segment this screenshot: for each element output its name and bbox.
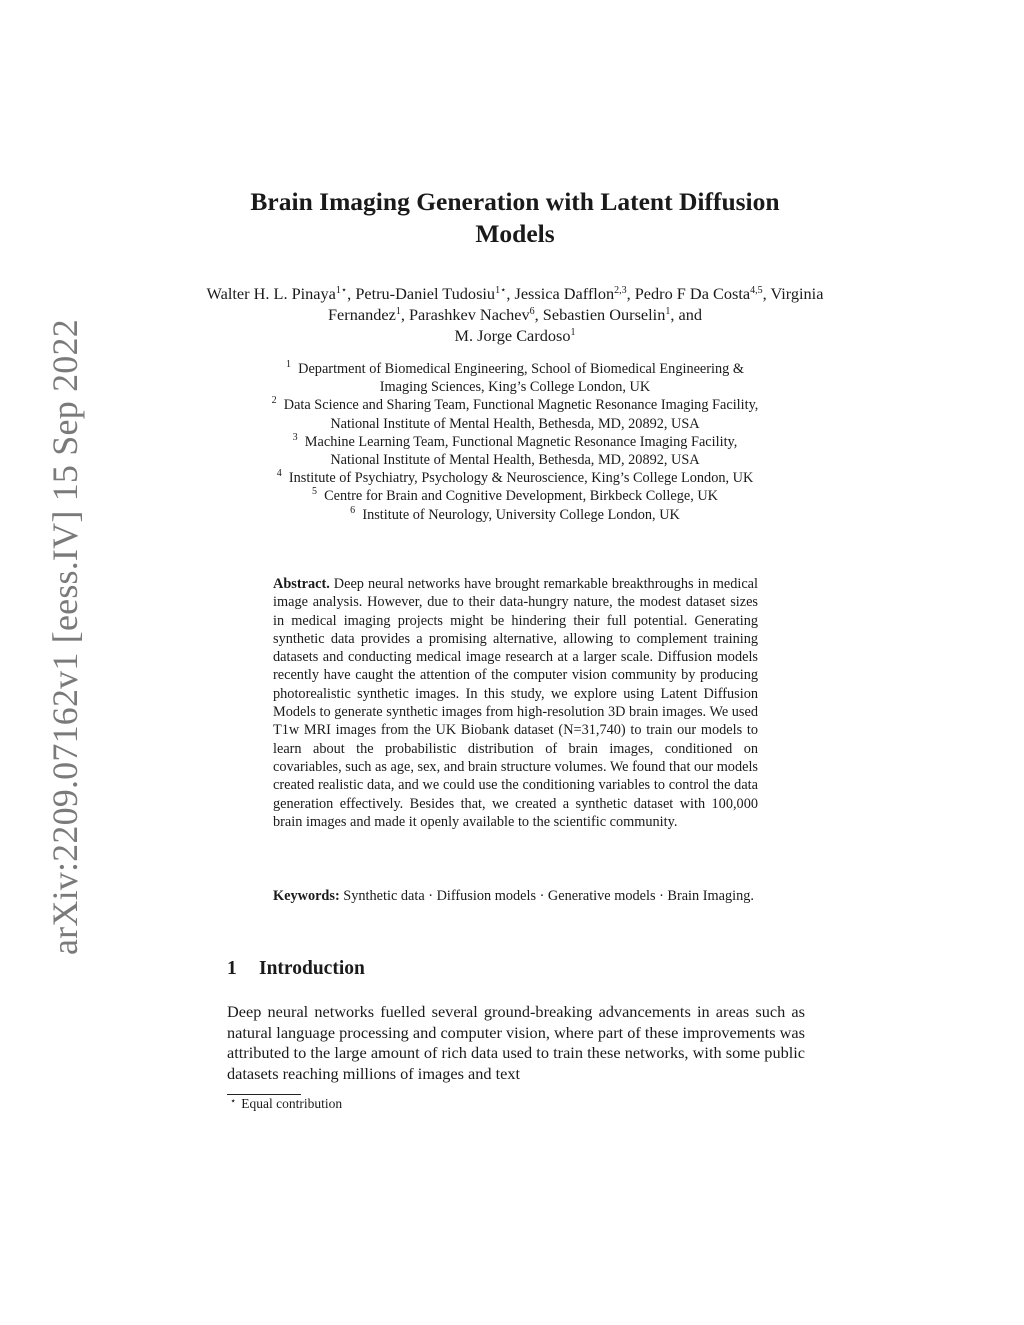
footnote — [230, 1096, 342, 1112]
footnote-text: Equal contribution — [241, 1096, 343, 1111]
author: Petru-Daniel Tudosiu — [355, 284, 496, 303]
footnote-divider — [227, 1094, 301, 1095]
abstract-text: Deep neural networks have brought remarkable breakthroughs in medical image analysis. However, due to their data-hungry nature, the modest dataset sizes in medical imaging projects might be hindering their full potential. Generating synthetic data provides a promising alternative, allowing to complement training datasets and conducting medical image research at a larger scale. Diffusion models recently have caught the attention of the computer vision community by producing photorealistic synthetic images. In this study, we explore using Latent Diffusion Models to generate synthetic images from high-resolution 3D brain images. We used T1w MRI images from the UK Biobank dataset (N=31,740) to train our models to learn about the probabilistic distribution of brain images, conditioned on covariables, such as age, sex, and brain structure volumes. We found that our models created realistic data, and we could use the conditioning variables to control the data generation effectively. Besides that, we created a synthetic dataset with 100,000 brain images and made it openly available to the scientific community. — [273, 576, 758, 830]
author-affil-mark: 1 — [570, 327, 576, 338]
author: M. Jorge Cardoso — [454, 326, 571, 345]
author-affil-mark: 4,5 — [750, 285, 763, 296]
author-affil-mark: 1⋆ — [335, 285, 348, 296]
author-affil-mark: 2,3 — [614, 285, 627, 296]
arxiv-identifier-stamp: arXiv:2209.07162v1 [eess.IV] 15 Sep 2022 — [45, 319, 85, 955]
author: Sebastien Ourselin — [542, 305, 666, 324]
author: Pedro F Da Costa — [634, 284, 751, 303]
keywords — [273, 887, 758, 905]
author-affil-mark: 6 — [529, 306, 535, 317]
affiliation-2: $^2$ Data Science and Sharing Team, Functional Magnetic Resonance Imaging Facility, National Institute of Mental Health, Bethesda, MD, 20892, USA — [271, 395, 759, 432]
section-number: 1 — [227, 958, 237, 979]
section-title: Introduction — [259, 958, 365, 979]
section-heading-introduction — [227, 958, 365, 980]
author-affil-mark: 1 — [665, 306, 671, 317]
affiliation-5: $^5$ Centre for Brain and Cognitive Development, Birkbeck College, UK — [311, 486, 719, 505]
author: Parashkev Nachev — [408, 305, 530, 324]
author-affil-mark: 1 — [395, 306, 401, 317]
affiliation-6: $^6$ Institute of Neurology, University College London, UK — [350, 504, 680, 523]
abstract-label: Abstract. — [273, 576, 330, 592]
author: Walter H. L. Pinaya — [206, 284, 336, 303]
affiliation-list — [200, 360, 830, 524]
introduction-paragraph: Deep neural networks fuelled several ground-breaking advancements in areas such as natural language processing and computer vision, where part of these improvements was attributed to the large amount of rich data used to train these networks, with some public datasets reaching millions of images and text — [227, 1002, 805, 1084]
abstract — [273, 575, 758, 831]
affiliation-1: $^1$ Department of Biomedical Engineering, School of Biomedical Engineering & Imaging Sciences, King’s College London, UK — [285, 359, 745, 396]
paper-title — [180, 186, 850, 250]
author-affil-mark: 1⋆ — [495, 285, 507, 296]
title-line-1: Brain Imaging Generation with Latent Diffusion — [250, 187, 780, 216]
keywords-label: Keywords: — [273, 888, 340, 904]
author-list: Walter H. L. Pinaya$^{1⋆}$, Petru-Daniel Tudosiu$^{1⋆}$, Jessica Dafflon$^{2,3}$, Pedro F Da Costa$^{4,5}$, Virginia Fernandez$^1$, Parashkev Nachev$^6$, Sebastien Ourselin$^1$, and M. Jorge Cardoso$^1$ — [206, 284, 824, 345]
affiliation-4: $^4$ Institute of Psychiatry, Psychology & Neuroscience, King’s College London, UK — [276, 468, 754, 487]
affiliation-3: $^3$ Machine Learning Team, Functional Magnetic Resonance Imaging Facility, National Institute of Mental Health, Bethesda, MD, 20892, USA — [292, 431, 738, 469]
author: Jessica Dafflon — [514, 284, 615, 303]
footnote-mark: ⋆ — [230, 1096, 237, 1107]
keywords-text: Synthetic data · Diffusion models · Generative models · Brain Imaging. — [343, 888, 754, 904]
author: Virginia Fernandez — [328, 284, 824, 324]
title-line-2: Models — [475, 219, 555, 248]
